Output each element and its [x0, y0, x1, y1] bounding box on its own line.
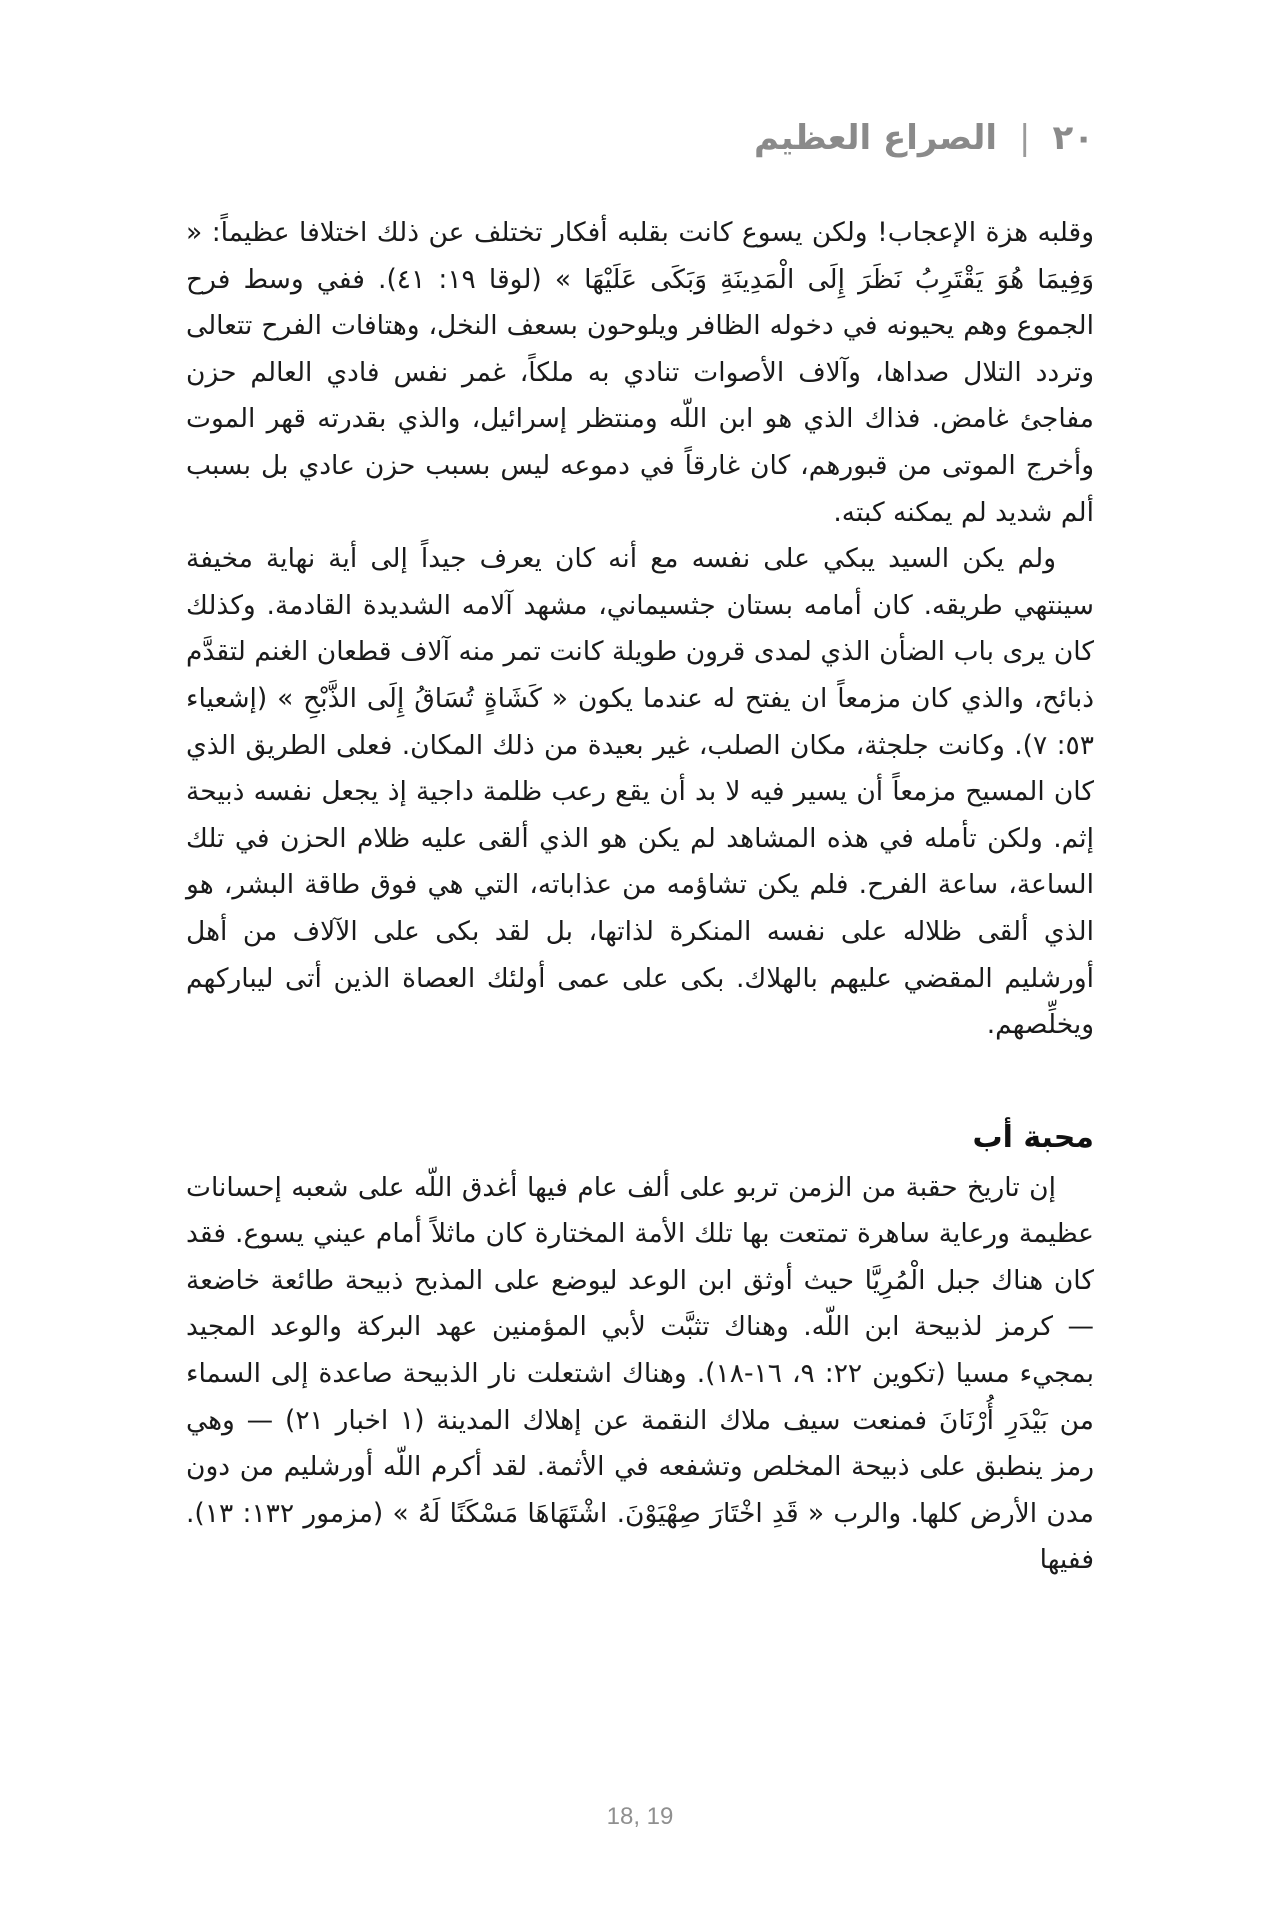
- book-title: الصراع العظيم: [753, 118, 998, 158]
- paragraph: ولم يكن السيد يبكي على نفسه مع أنه كان يعرف جيداً إلى أية نهاية مخيفة سينتهي طريقه. كان أمامه بستان جثسيماني، مشهد آلامه الشديدة القادمة. وكذلك كان يرى باب الضأن الذي لمدى قرون طويلة كانت تمر منه آلاف قطعان الغنم لتقدَّم ذبائح، والذي كان مزمعاً ان يفتح له عندما يكون « كَشَاةٍ تُسَاقُ إِلَى الذَّبْحِ » (إشعياء ٥٣: ٧). وكانت جلجثة، مكان الصلب، غير بعيدة من ذلك المكان. فعلى الطريق الذي كان المسيح مزمعاً أن يسير فيه لا بد أن يقع رعب ظلمة داجية إذ يجعل نفسه ذبيحة إثم. ولكن تأمله في هذه المشاهد لم يكن هو الذي ألقى عليه ظلام الحزن في تلك الساعة، ساعة الفرح. فلم يكن تشاؤمه من عذاباته، التي هي فوق طاقة البشر، هو الذي ألقى ظلاله على نفسه المنكرة لذاتها، بل لقد بكى على الآلاف من أهل أورشليم المقضي عليهم بالهلاك. بكى على عمى أولئك العصاة الذين أتى ليباركهم ويخلِّصهم.: [186, 543, 1094, 1041]
- paragraph-continued: وقلبه هزة الإعجاب! ولكن يسوع كانت بقلبه أفكار تختلف عن ذلك اختلافا عظيماً: « وَفِيمَا هُوَ يَقْتَرِبُ نَظَرَ إِلَى الْمَدِينَةِ وَبَكَى عَلَيْهَا » (لوقا ١٩: ٤١). ففي وسط فرح الجموع وهم يحيونه في دخوله الظافر ويلوحون بسعف النخل، وهتافات الفرح تتعالى وتردد التلال صداها، وآلاف الأصوات تنادي به ملكاً، غمر نفس فادي العالم حزن مفاجئ غامض. فذاك الذي هو ابن اللّه ومنتظر إسرائيل، والذي بقدرته قهر الموت وأخرج الموتى من قبورهم، كان غارقاً في دموعه ليس بسبب حزن عادي بل بسبب ألم شديد لم يمكنه كبته.: [186, 217, 1095, 528]
- running-header: [754, 118, 1094, 158]
- folio-number: 18, 19: [606, 1803, 674, 1830]
- page-number: ٢٠: [1052, 118, 1094, 158]
- page-body: [186, 210, 1094, 1584]
- section-paragraph: إن تاريخ حقبة من الزمن تربو على ألف عام فيها أغدق اللّه على شعبه إحسانات عظيمة ورعاية ساهرة تمتعت بها تلك الأمة المختارة كان ماثلاً أمام عيني يسوع. فقد كان هناك جبل الْمُرِيَّا حيث أوثق ابن الوعد ليوضع على المذبح ذبيحة طائعة خاضعة — كرمز لذبيحة ابن اللّه. وهناك تثبَّت لأبي المؤمنين عهد البركة والوعد المجيد بمجيء مسيا (تكوين ٢٢: ٩، ١٦-١٨). وهناك اشتعلت نار الذبيحة صاعدة إلى السماء من بَيْدَرِ أُرْنَانَ فمنعت سيف ملاك النقمة عن إهلاك المدينة (١ اخبار ٢١) — وهي رمز ينطبق على ذبيحة المخلص وتشفعه في الأثمة. لقد أكرم اللّه أورشليم من دون مدن الأرض كلها. والرب « قَدِ اخْتَارَ صِهْيَوْنَ. اشْتَهَاهَا مَسْكَنًا لَهُ » (مزمور ١٣٢: ١٣). ففيها: [186, 1171, 1095, 1576]
- header-separator: |: [1019, 118, 1031, 158]
- section-heading: محبة أب: [972, 1119, 1094, 1155]
